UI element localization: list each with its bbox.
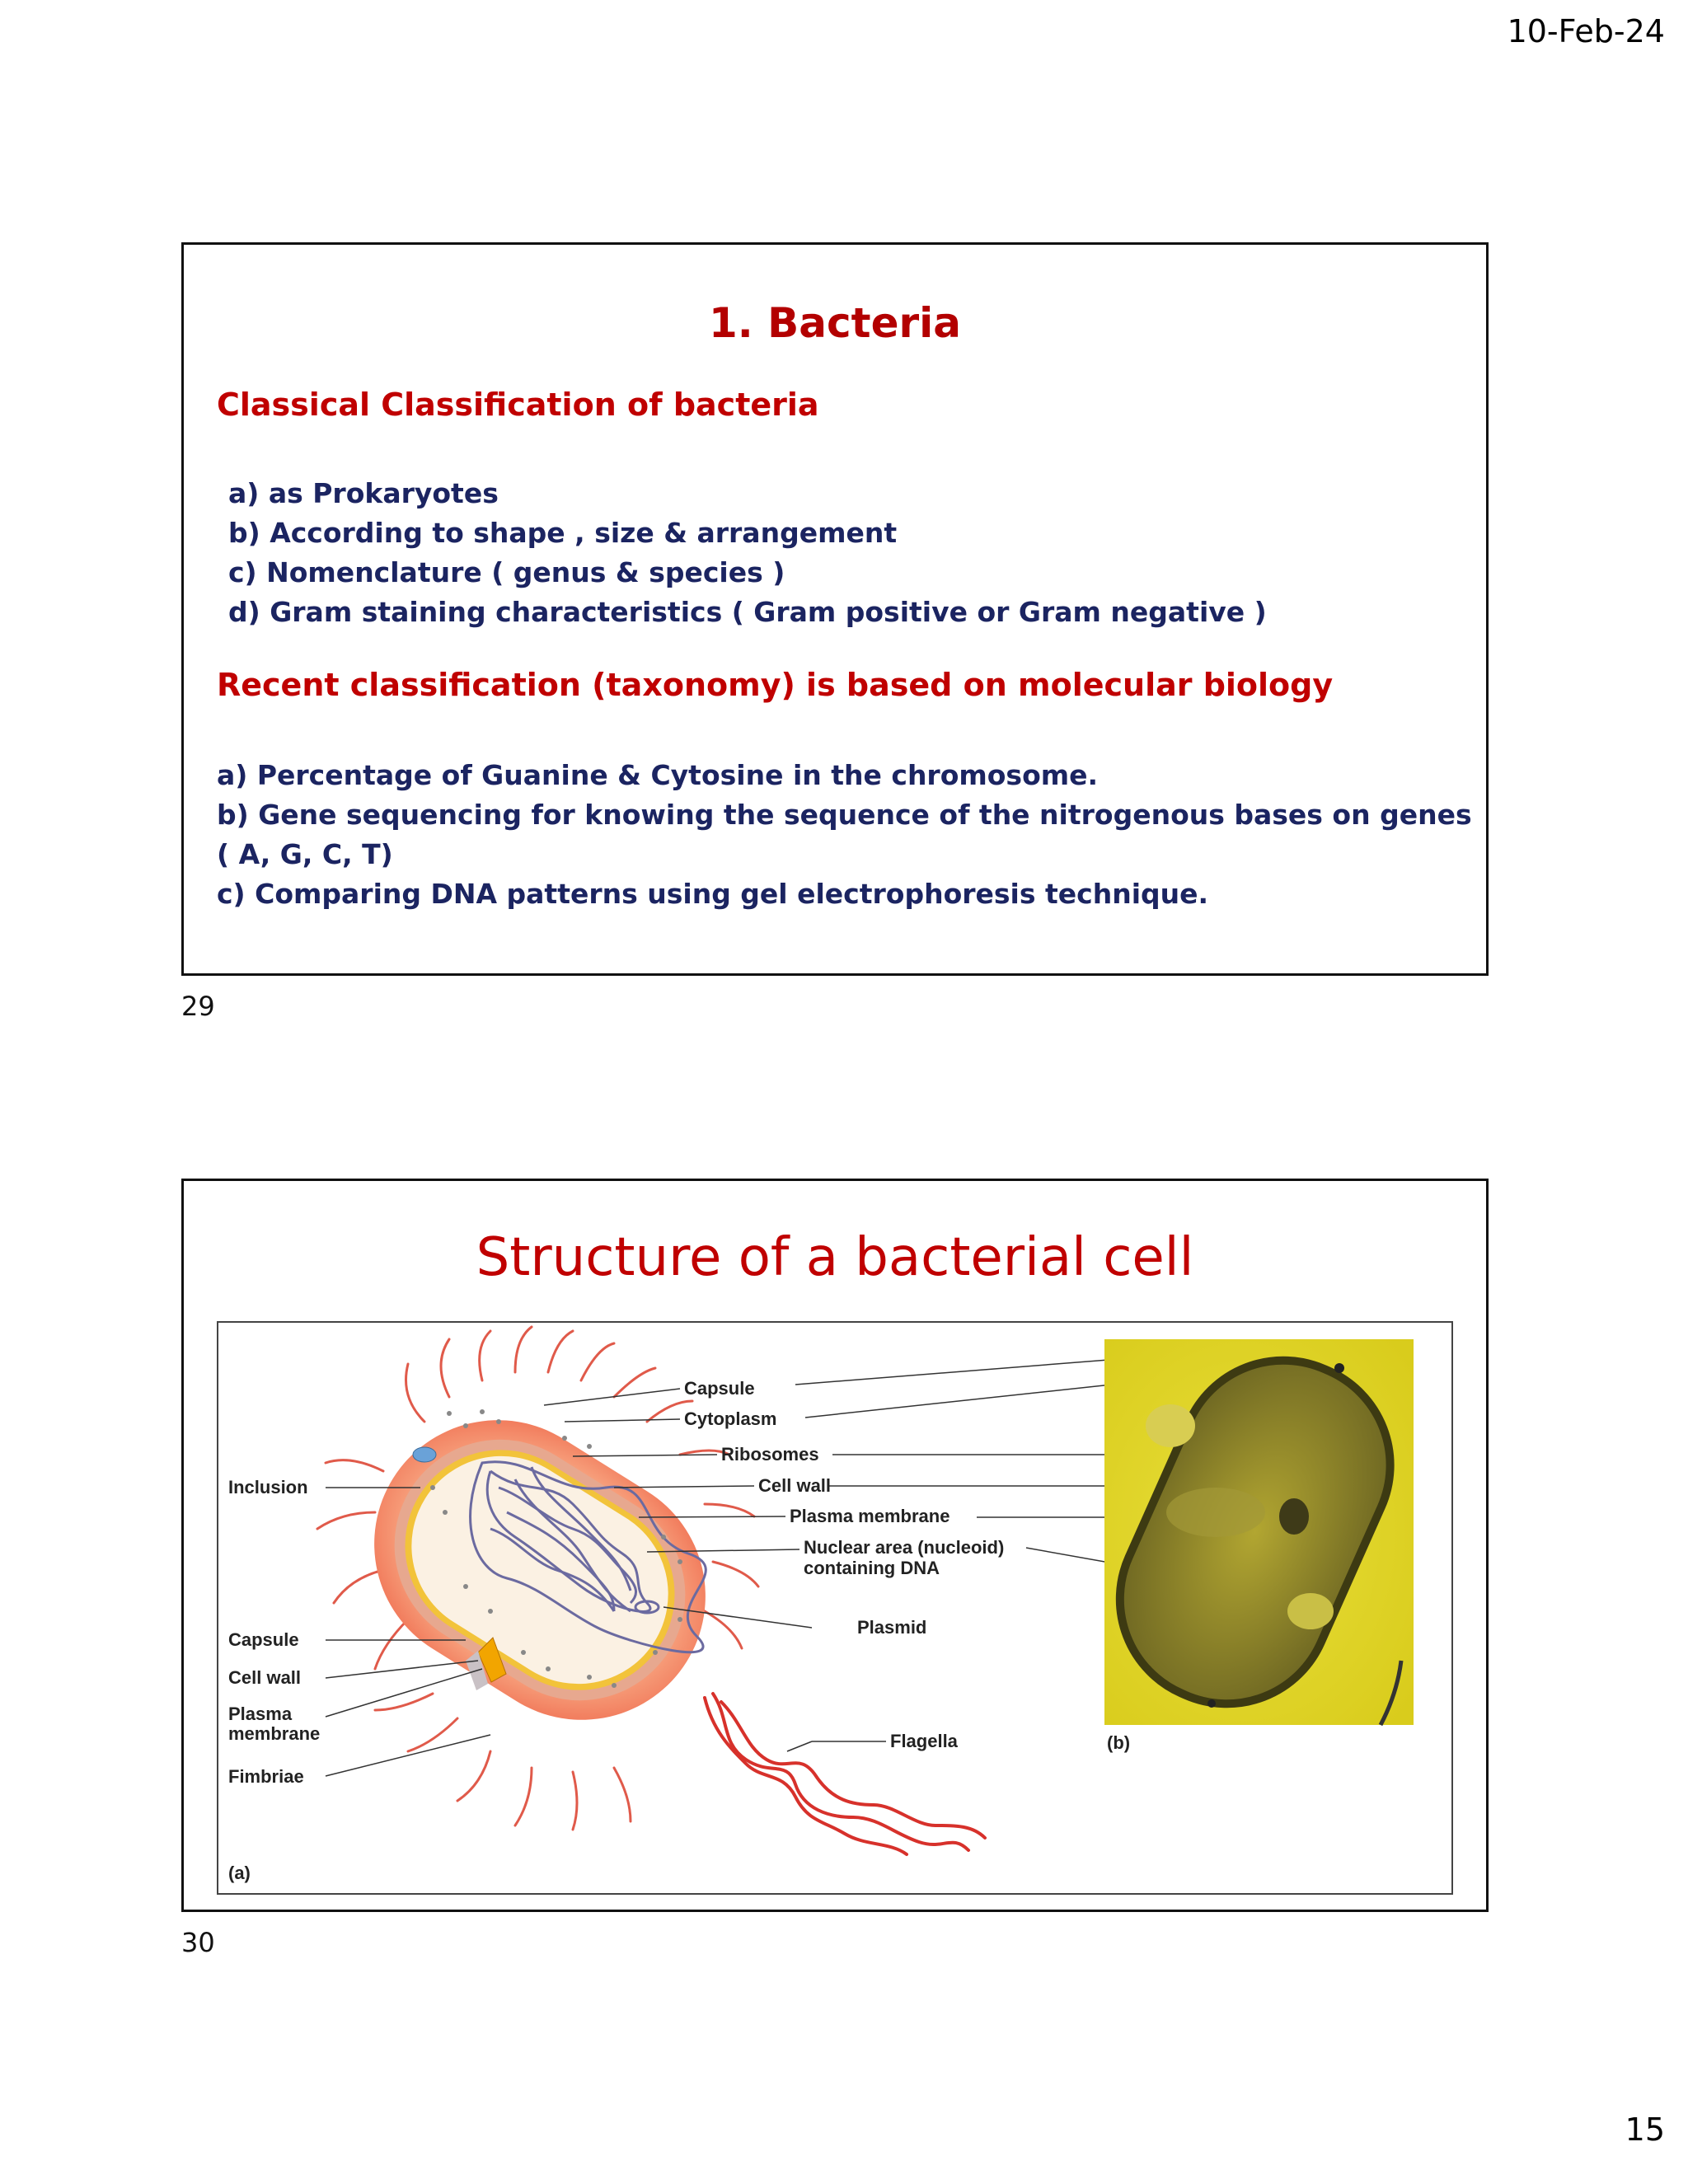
- panel-a-label: (a): [228, 1863, 251, 1883]
- list-item: b) Gene sequencing for knowing the sequence of the nitrogenous bases on genes ( A, G, C, T): [217, 799, 1472, 870]
- slide-29: [181, 242, 1489, 976]
- recent-list: [217, 756, 1486, 914]
- label-fimbriae: Fimbriae: [228, 1766, 304, 1787]
- list-item: d) Gram staining characteristics ( Gram positive or Gram negative ): [228, 596, 1267, 628]
- list-item: a) as Prokaryotes: [228, 477, 499, 509]
- label-nucleoid: Nuclear area (nucleoid): [804, 1537, 1005, 1558]
- recent-heading: Recent classification (taxonomy) is based on molecular biology: [217, 667, 1334, 703]
- label-cytoplasm: Cytoplasm: [684, 1408, 777, 1429]
- panel-b-label: (b): [1107, 1732, 1131, 1753]
- label-ribosomes: Ribosomes: [721, 1444, 819, 1465]
- bacterium-illustration: [317, 1327, 985, 1854]
- list-item: c) Comparing DNA patterns using gel electrophoresis technique.: [217, 878, 1209, 910]
- label-capsule-left: Capsule: [228, 1629, 299, 1650]
- label-flagella: Flagella: [890, 1731, 958, 1751]
- label-inclusion: Inclusion: [228, 1477, 308, 1497]
- label-capsule-top: Capsule: [684, 1378, 755, 1399]
- label-nucleoid-line2: containing DNA: [804, 1558, 940, 1578]
- label-cell-wall-right: Cell wall: [758, 1475, 832, 1496]
- list-item: a) Percentage of Guanine & Cytosine in the chromosome.: [217, 759, 1099, 791]
- label-cell-wall-left: Cell wall: [228, 1667, 302, 1688]
- page-date: 10-Feb-24: [1507, 13, 1665, 49]
- list-item: c) Nomenclature ( genus & species ): [228, 556, 785, 588]
- list-item: b) According to shape , size & arrangement: [228, 517, 898, 549]
- label-plasma-membrane-right: Plasma membrane: [790, 1506, 950, 1526]
- label-plasmid: Plasmid: [857, 1617, 927, 1638]
- micrograph: [1087, 1328, 1423, 1737]
- slide-30: [181, 1179, 1489, 1912]
- bacterial-cell-figure: [217, 1321, 1453, 1895]
- page-number: 15: [1625, 2111, 1665, 2148]
- label-plasma-left: Plasma: [228, 1704, 293, 1724]
- slide-number: 29: [181, 991, 215, 1022]
- slide-number: 30: [181, 1927, 215, 1958]
- slide-title: 1. Bacteria: [708, 299, 962, 347]
- slide-title: Structure of a bacterial cell: [476, 1227, 1194, 1288]
- label-plasma-left-line2: membrane: [228, 1723, 321, 1744]
- classical-heading: Classical Classification of bacteria: [217, 387, 819, 423]
- classical-list: [228, 474, 1267, 632]
